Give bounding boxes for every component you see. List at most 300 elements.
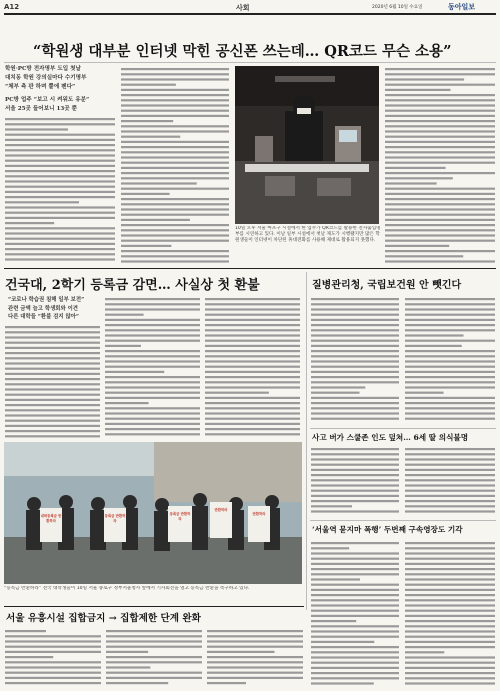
text-line [205,371,300,373]
text-line [385,224,495,226]
text-line [5,170,115,172]
text-line [5,435,100,437]
text-line [385,177,453,179]
text-lines [5,118,115,261]
text-line [121,240,229,242]
top-body-col-3 [384,66,496,264]
text-line [385,68,495,70]
text-line [121,125,229,127]
text-line [405,636,495,638]
text-line [405,464,495,466]
text-line [121,250,229,252]
text-line [5,243,115,245]
text-line [405,303,495,305]
text-line [311,469,399,471]
text-line [105,407,200,409]
text-line [405,448,495,450]
text-line [105,412,200,414]
section-rule [4,268,496,269]
text-line [5,144,115,146]
text-line [205,412,300,414]
text-line [121,110,229,112]
text-line [385,99,495,101]
text-line [105,345,141,347]
text-line [5,373,100,375]
text-line [311,500,399,502]
text-line [311,308,399,310]
text-line [5,160,115,162]
text-line [405,381,495,383]
text-line [105,428,200,430]
text-line [311,386,365,388]
text-line [385,120,495,122]
text-line [105,418,200,420]
text-line [205,308,300,310]
text-line [311,345,399,347]
section-name: 사회 [236,4,250,12]
text-line [106,666,150,668]
text-line [5,206,115,208]
refund-subhead-3: 다른 대학들 “환불 검지 않아” [8,314,79,320]
text-line [105,371,164,373]
text-line [105,324,200,326]
text-line [207,640,303,642]
text-line [311,371,399,373]
abuse-body-col-2 [404,540,496,688]
text-line [5,342,100,344]
text-line [311,610,399,612]
text-line [205,366,300,368]
text-line [207,661,303,663]
text-line [121,99,229,101]
text-line [311,407,399,409]
text-line [5,201,79,203]
protest-photo [4,442,302,584]
text-line [311,672,399,674]
text-line [311,448,399,450]
text-line [405,547,495,549]
abuse-body-col-1 [310,540,400,688]
text-line [405,568,495,570]
text-line [405,604,495,606]
text-line [405,386,495,388]
text-line [311,636,399,638]
text-line [5,420,100,422]
text-line [385,214,495,216]
accident-body-col-1 [310,446,400,516]
text-line [106,646,202,648]
text-line [311,303,399,305]
text-line [311,334,399,336]
text-line [311,366,399,368]
masthead-rule [4,13,496,15]
text-line [405,510,495,512]
text-line [385,162,495,164]
text-line [311,412,399,414]
text-line [5,635,101,637]
gatherings-body-col-2 [105,628,203,688]
text-line [121,104,229,106]
text-line [405,324,495,326]
text-line [5,672,101,674]
refund-subheads [8,296,98,322]
text-line [405,552,495,554]
text-line [311,594,399,596]
text-line [385,260,495,262]
text-line [5,331,100,333]
text-line [105,386,200,388]
text-line [405,646,495,648]
text-line [311,464,399,466]
protest-sign-5: 반환하라 [252,512,266,516]
text-line [5,383,100,385]
gatherings-body-col-3 [206,628,304,688]
text-line [385,188,495,190]
text-line [5,430,100,432]
text-line [405,376,495,378]
text-line [311,495,399,497]
text-line [121,84,176,86]
text-line [5,677,101,679]
top-photo [235,66,379,224]
text-line [205,314,300,316]
text-line [311,584,399,586]
refund-body-col-1 [4,324,101,440]
text-line [385,89,450,91]
text-line [5,139,115,141]
text-line [385,193,495,195]
text-line [405,677,495,679]
text-line [405,599,495,601]
protest-sign-3: 등록금 반환하라 [169,512,191,521]
protest-sign-2: 등록금 반환하라 [104,514,126,523]
paper-logo: 동아일보 [448,2,476,11]
text-line [5,414,100,416]
text-line [405,656,495,658]
text-line [5,352,100,354]
text-line [405,615,495,617]
text-line [5,258,115,260]
text-line [5,646,101,648]
text-line [311,641,374,643]
text-line [105,303,200,305]
text-line [311,646,399,648]
text-line [205,345,300,347]
text-line [311,667,399,669]
text-line [311,474,399,476]
text-line [207,651,275,653]
text-line [121,94,229,96]
text-line [405,620,495,622]
text-line [385,234,495,236]
text-line [405,366,495,368]
text-line [121,162,229,164]
text-line [385,78,464,80]
text-line [405,350,495,352]
text-line [121,151,229,153]
text-line [205,340,300,342]
text-line [385,172,495,174]
text-line [405,407,495,409]
text-line [105,334,200,336]
text-line [405,578,495,580]
text-line [5,630,46,632]
text-line [405,573,495,575]
text-line [385,167,446,169]
text-line [5,175,115,177]
subhead-2: 대치동 학원 강의실마다 수기명부 [5,75,87,81]
text-line [311,360,399,362]
text-line [311,620,356,622]
text-line [121,203,229,205]
text-line [5,399,100,401]
text-line [205,324,300,326]
text-line [5,362,100,364]
text-line [105,314,144,316]
text-line [207,672,303,674]
text-line [105,360,200,362]
protest-sign-1: 대학등록금 반환하라 [40,514,62,523]
text-line [311,402,399,404]
text-line [121,172,229,174]
text-line [405,298,495,300]
text-line [405,360,495,362]
text-line [405,453,495,455]
text-line [405,319,495,321]
divider [310,428,496,429]
text-line [311,340,399,342]
text-line [311,682,374,684]
text-line [405,474,495,476]
text-line [121,219,190,221]
text-line [405,630,495,632]
text-line [311,563,399,565]
top-headline: “학원생 대부분 인터넷 막힌 공신폰 쓰는데… QR코드 무슨 소용” [33,43,452,60]
text-line [5,388,100,390]
text-line [105,319,200,321]
text-line [405,584,495,586]
text-line [105,298,200,300]
text-line [121,146,229,148]
text-line [121,208,229,210]
text-line [385,146,495,148]
text-line [405,334,464,336]
text-line [205,407,300,409]
text-line [205,360,300,362]
text-line [5,128,68,130]
text-line [105,355,200,357]
subhead-1: 학원·PC방 전자명부 도입 첫날 [5,66,81,72]
text-line [205,381,300,383]
text-line [311,298,399,300]
refund-body-col-3 [204,296,301,440]
subhead-5: 서울 25곳 들어보니 13곳 뿐 [5,106,77,112]
text-line [405,505,495,507]
text-line [405,402,495,404]
text-line [311,381,399,383]
text-line [311,314,399,316]
text-line [385,141,495,143]
text-line [106,677,202,679]
disease-headline: 질병관리청, 국립보건원 안 뺏긴다 [312,280,462,291]
text-line [311,418,399,420]
text-line [105,350,200,352]
text-line [105,340,200,342]
text-line [106,682,168,684]
text-line [121,214,229,216]
text-line [311,630,399,632]
disease-body-col-2 [404,296,496,424]
text-line [405,563,495,565]
text-line [5,154,115,156]
text-line [105,433,200,435]
text-line [105,376,200,378]
text-line [405,371,495,373]
issue-date: 2020년 6월 10일 수요일 [372,5,423,10]
text-line [311,319,399,321]
text-line [311,615,399,617]
text-line [5,180,115,182]
text-line [121,198,229,200]
text-line [5,217,115,219]
text-line [121,68,229,70]
page-number: A12 [4,3,20,11]
text-line [205,402,300,404]
text-line [405,672,495,674]
text-line [311,505,352,507]
text-line [405,355,495,357]
text-line [121,167,229,169]
text-line [5,661,101,663]
text-line [121,260,229,262]
text-line [205,350,300,352]
text-line [385,198,495,200]
text-line [311,329,399,331]
text-line [405,594,495,596]
text-line [405,542,495,544]
text-line [207,656,303,658]
text-line [405,308,495,310]
text-line [5,196,115,198]
text-line [405,651,444,653]
text-line [405,662,495,664]
text-line [311,355,399,357]
text-line [385,208,495,210]
text-line [385,219,495,221]
text-line [5,394,100,396]
refund-subhead-1: “코로나 학습권 침해 일부 보전” [8,297,85,303]
text-line [405,479,495,481]
text-line [5,347,100,349]
text-line [205,428,300,430]
text-line [5,123,115,125]
text-line [405,412,495,414]
text-line [385,130,495,132]
text-line [385,115,495,117]
text-line [121,245,171,247]
text-line [205,423,300,425]
text-line [121,229,229,231]
top-body-col-1 [4,116,116,264]
text-line [405,558,495,560]
text-line [106,661,202,663]
text-line [5,253,115,255]
text-line [5,149,115,151]
text-line [205,386,300,388]
text-line [311,589,399,591]
text-line [105,402,149,404]
text-line [106,672,202,674]
text-line [385,125,495,127]
text-line [105,381,200,383]
text-line [121,89,229,91]
text-line [385,136,495,138]
text-line [121,182,197,184]
abuse-headline: ‘서울역 묻지마 폭행’ 두번째 구속영장도 기각 [312,525,463,534]
refund-subhead-2: 관련 금액 늘고 학생회와 이견 [8,305,78,312]
text-line [311,392,359,394]
text-line [121,193,170,195]
text-line [121,73,229,75]
text-line [205,355,300,357]
disease-body-col-1 [310,296,400,424]
text-line [205,397,300,399]
text-line [405,392,444,394]
text-line [5,409,100,411]
text-line [311,479,399,481]
text-line [385,110,495,112]
text-line [205,334,300,336]
text-line [5,666,101,668]
text-line [121,188,229,190]
text-line [311,547,349,549]
text-line [385,229,495,231]
text-line [5,248,115,250]
text-line [311,604,399,606]
accident-headline: 사고 버가 스쿨존 인도 덮쳐… 6세 딸 의식불명 [312,433,469,442]
text-line [385,203,495,205]
text-line [311,558,399,560]
text-line [5,425,100,427]
divider [310,520,496,521]
text-line [205,319,300,321]
text-line [405,397,495,399]
text-line [405,329,495,331]
text-line [105,329,200,331]
text-line [121,234,229,236]
refund-body-col-2 [104,296,201,440]
text-line [105,423,200,425]
text-line [405,682,495,684]
text-line [311,453,399,455]
text-line [207,666,303,668]
text-line [385,250,495,252]
text-line [311,656,399,658]
text-line [121,136,180,138]
text-line [311,599,399,601]
text-line [311,350,399,352]
text-line [205,303,300,305]
text-line [405,484,495,486]
text-line [311,625,399,627]
text-line [5,134,115,136]
text-line [405,667,495,669]
text-line [405,495,495,497]
text-line [106,640,202,642]
text-line [311,573,399,575]
text-line [105,366,200,368]
text-line [405,610,495,612]
